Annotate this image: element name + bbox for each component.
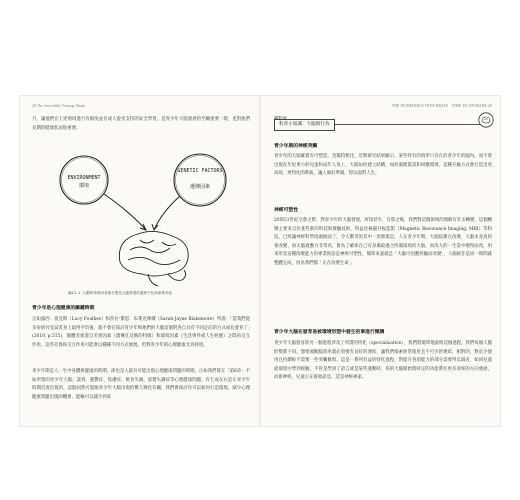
- left-para-2: 正如露西．富克斯（Lucy Foulkes）和莎拉-傑恩．布萊克摩爾（Sarah-Jayne Blakemore）所說：「當我們從多份研究受試者身上取得平均值，就不會在探討青少年和他們的大腦這個對各自具有不同走向的方式成長發育了」(2018, p.515)，個體差異還自差異因素（遺傳且反映的特徵）和環境因素（生活事件或人生經歷）之間的交互作用。這些差異和交互作用可能會以種種不同方式展現，但對青少年的心理健康尤為特別。: [32, 317, 250, 348]
- left-bubble-text: ENVIRONMENT: [67, 175, 101, 181]
- right-heading-1: 青少年期的神經突觸: [274, 144, 318, 149]
- right-para-2: 20與21世紀交會之際，對青少年的大腦發展，所知甚少，自那之後，我們對這個領域的理解有許多轉變，這個轉變主要來自於某些新的科技與實驗技術，得益於核磁共振造影（Magnetic Resonance Imaging, MRI）等科技，已經讓神經科學改頭換面了，令人驚奇的其中一項發現是，人在青少年期，大腦依舊在改變，大腦本身真的會改變，而大腦適應力非常高，會為了確保自己有身處最適合所處環境的大腦，而改大的一生當中變得而改，用來形容這種改變能力的專業術語是神經可塑性，簡單來說就是「大腦可因應經驗而改變」，人腦絕非是同一時間就整體完成，因為我們都「正在改變生命」。: [274, 218, 492, 266]
- running-head-right: THE INCREDIBLE TEEN BRAIN · TIME TO UPGRADE 29: [391, 104, 492, 108]
- figure-caption: 圖13.1 人體和環境兩者都在塑造大腦發展的過程中扮演重要角色: [68, 291, 173, 295]
- right-heading-3: 青少年大腦在發育易被環境形塑中發生的事進行微調: [274, 330, 385, 335]
- right-bubble-subtext: 遺傳因素: [189, 184, 211, 190]
- sidebar-box: [274, 119, 492, 129]
- left-heading-1: 青少年是心理健康的關鍵時期: [32, 306, 95, 311]
- sidebar-box-label: 科普小知識：大腦與行為: [274, 119, 335, 131]
- right-page: [274, 96, 492, 426]
- figure-illustration: [50, 150, 236, 290]
- right-bubble-text: GENETIC FACTORS: [177, 168, 223, 174]
- left-para-1: 月，讓他們在上述領域進行有限度並有成人從旁支持的安全學習，是青少年大腦發展的至關重要一環，也對他們長期的健康狀況很重要。: [32, 117, 250, 131]
- running-head-left: 28 The Incredible Teenage Brain: [32, 104, 86, 108]
- brain-icon: [478, 112, 494, 128]
- left-bubble-subtext: 環境: [78, 183, 90, 189]
- left-page: [32, 96, 250, 426]
- left-para-3: 青少年期是人一生中身體與健康的時期，卻也是人最有可能出現心理健康問題的時期。正如我們將在「第6章：不如所想的青少年大腦」談到，憂鬱症、焦慮症、飲食失調、思覺失調症等心理健康問題，有七成左右是在青少年時期首度出現的，這點固然可能跟青少年大腦出現的驚人變化有關，我們會探討你可以如何打造環境，減少心理健康問題出現的機會，能嘛可以減少到某: [32, 369, 250, 400]
- brain-sketch: [119, 231, 188, 286]
- right-para-1: 青少年的大腦確實有可塑造，也獨特無比，近期研究結果顯示，某些特有的情形只存在於青少年的腦內，而不會出現在年紀更小的兒童和成年人身上，大腦如何建立結構，如何處理資訊和回應環境，這種升級方式會打造出更高效、更特化的系統，讓人做好準備，得以面對人生。: [274, 154, 492, 177]
- right-para-3: 青少年大腦發育的另一個進程涉及了所謂的特化（specialisation），我們將簡單地說明這個過程，我們每個人腦形勢都不同，想要頭鵝腦效率就必須要有良好的連結，讓我們探索經常使用且不可少的連結，相對的，對於少使用且持續較不需要一些突觸修剪；這是一系列有益的特化過程，對提升各項能力的部分需要得以減省，如同兒童從環境中學到經驗，不管是學到了語言或是某些運動時，你的大腦開始將特定的功能帶往更有效率的方向發展，而新神經，兒童正在接收訊息，這是神經專家。: [274, 341, 492, 381]
- right-heading-2: 神經可塑性: [274, 208, 298, 213]
- book-gutter: [259, 96, 261, 426]
